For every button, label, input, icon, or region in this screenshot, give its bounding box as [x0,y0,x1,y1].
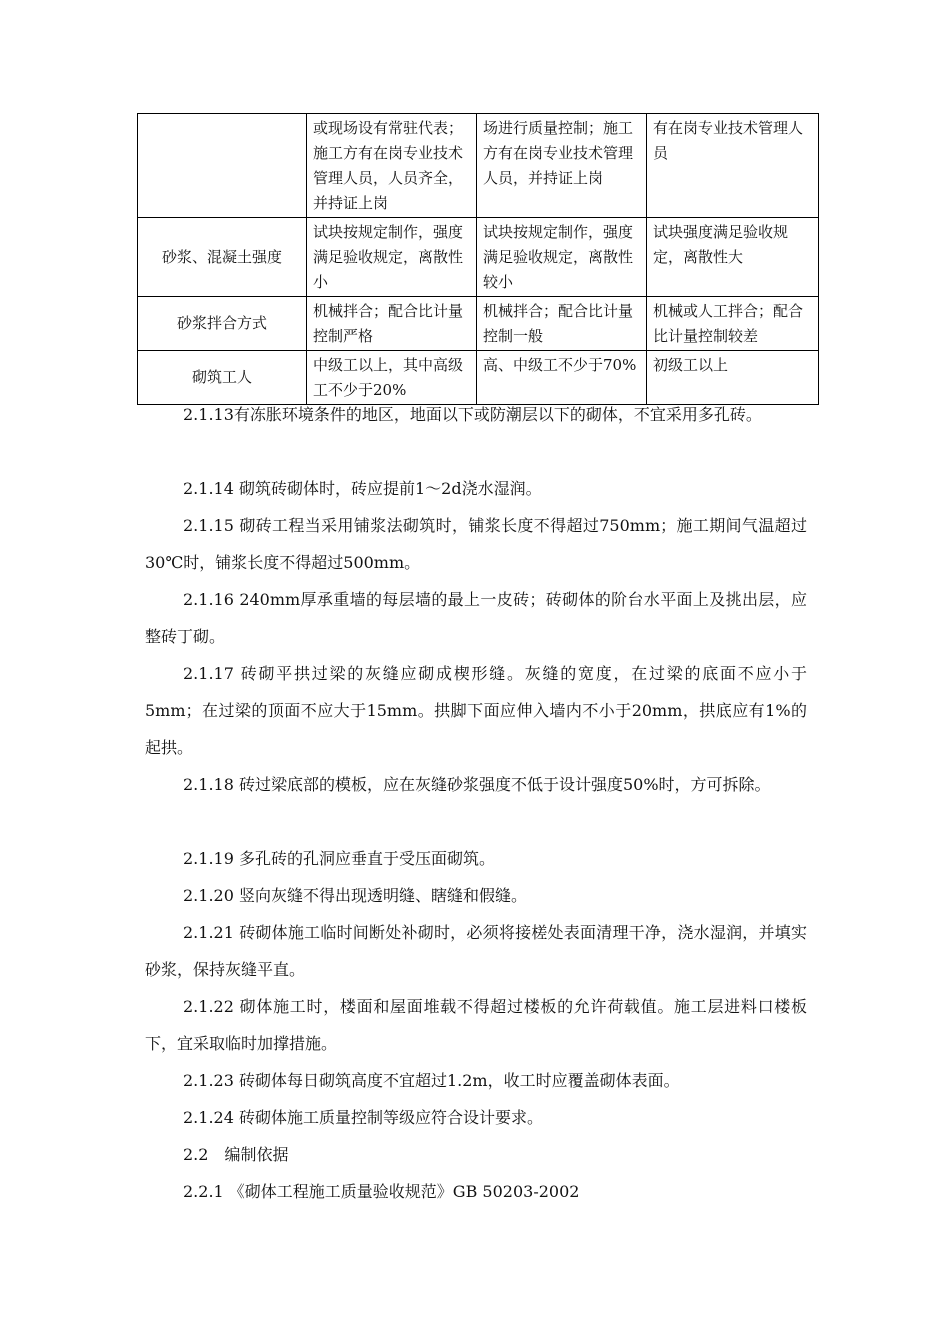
paragraph-2-1-20 [145,877,807,914]
paragraph-text: 2.1.23 砖砌体每日砌筑高度不宜超过1.2m，收工时应覆盖砌体表面。 [183,1071,680,1090]
paragraph-text: 2.1.18 砖过梁底部的模板，应在灰缝砂浆强度不低于设计强度50%时，方可拆除。 [183,775,771,794]
paragraph-2-2-1 [145,1173,807,1210]
paragraph-2-1-13 [145,396,807,433]
paragraph-text: 2.1.16 240mm厚承重墙的每层墙的最上一皮砖；砖砌体的阶台水平面上及挑出层，应整砖丁砌。 [145,590,807,646]
table-cell: 或现场设有常驻代表；施工方有在岗专业技术管理人员，人员齐全，并持证上岗 [307,114,477,218]
paragraph-text: 2.1.20 竖向灰缝不得出现透明缝、瞎缝和假缝。 [183,886,527,905]
paragraph-text: 2.1.22 砌体施工时，楼面和屋面堆载不得超过楼板的允许荷载值。施工层进料口楼板下，宜采取临时加撑措施。 [145,997,807,1053]
paragraph-2-1-19 [145,840,807,877]
paragraph-2-1-17 [145,655,807,766]
heading-text: 2.2 编制依据 [183,1145,289,1164]
table-cell: 有在岗专业技术管理人员 [647,114,819,218]
table-cell: 初级工以上 [647,351,819,405]
table-cell: 高、中级工不少于70% [477,351,647,405]
row-label: 砂浆拌合方式 [138,297,307,351]
table-cell: 试块按规定制作，强度满足验收规定，离散性较小 [477,218,647,297]
paragraph-2-1-14 [145,470,807,507]
quality-grade-table [137,113,819,405]
table-cell: 机械或人工拌合；配合比计量控制较差 [647,297,819,351]
table-row [138,218,819,297]
paragraph-2-1-24 [145,1099,807,1136]
paragraph-text: 2.2.1 《砌体工程施工质量验收规范》GB 50203-2002 [183,1182,580,1201]
paragraph-2-1-22 [145,988,807,1062]
section-heading-2-2 [145,1136,807,1173]
paragraph-2-1-18 [145,766,807,803]
row-label: 砌筑工人 [138,351,307,405]
table-cell: 中级工以上，其中高级工不少于20% [307,351,477,405]
table-row [138,114,819,218]
table-cell: 试块强度满足验收规定，离散性大 [647,218,819,297]
row-label: 砂浆、混凝土强度 [138,218,307,297]
paragraph-2-1-21 [145,914,807,988]
table-cell: 机械拌合；配合比计量控制严格 [307,297,477,351]
paragraph-text: 2.1.24 砖砌体施工质量控制等级应符合设计要求。 [183,1108,543,1127]
table-cell: 机械拌合；配合比计量控制一般 [477,297,647,351]
row-label [138,114,307,218]
paragraph-text: 2.1.21 砖砌体施工临时间断处补砌时，必须将接槎处表面清理干净，浇水湿润，并填实砂浆，保持灰缝平直。 [145,923,807,979]
paragraph-text: 2.1.15 砌砖工程当采用铺浆法砌筑时，铺浆长度不得超过750mm；施工期间气温超过30℃时，铺浆长度不得超过500mm。 [145,516,807,572]
paragraph-text: 2.1.19 多孔砖的孔洞应垂直于受压面砌筑。 [183,849,495,868]
paragraph-2-1-15 [145,507,807,581]
paragraph-text: 2.1.17 砖砌平拱过梁的灰缝应砌成楔形缝。灰缝的宽度，在过梁的底面不应小于5mm；在过梁的顶面不应大于15mm。拱脚下面应伸入墙内不小于20mm，拱底应有1%的起拱。 [145,664,807,757]
table-cell: 场进行质量控制；施工方有在岗专业技术管理人员，并持证上岗 [477,114,647,218]
table-row [138,297,819,351]
paragraph-2-1-16 [145,581,807,655]
paragraph-text: 2.1.13有冻胀环境条件的地区，地面以下或防潮层以下的砌体，不宜采用多孔砖。 [183,405,762,424]
table-cell: 试块按规定制作，强度满足验收规定，离散性小 [307,218,477,297]
paragraph-text: 2.1.14 砌筑砖砌体时，砖应提前1～2d浇水湿润。 [183,479,542,498]
paragraph-2-1-23 [145,1062,807,1099]
